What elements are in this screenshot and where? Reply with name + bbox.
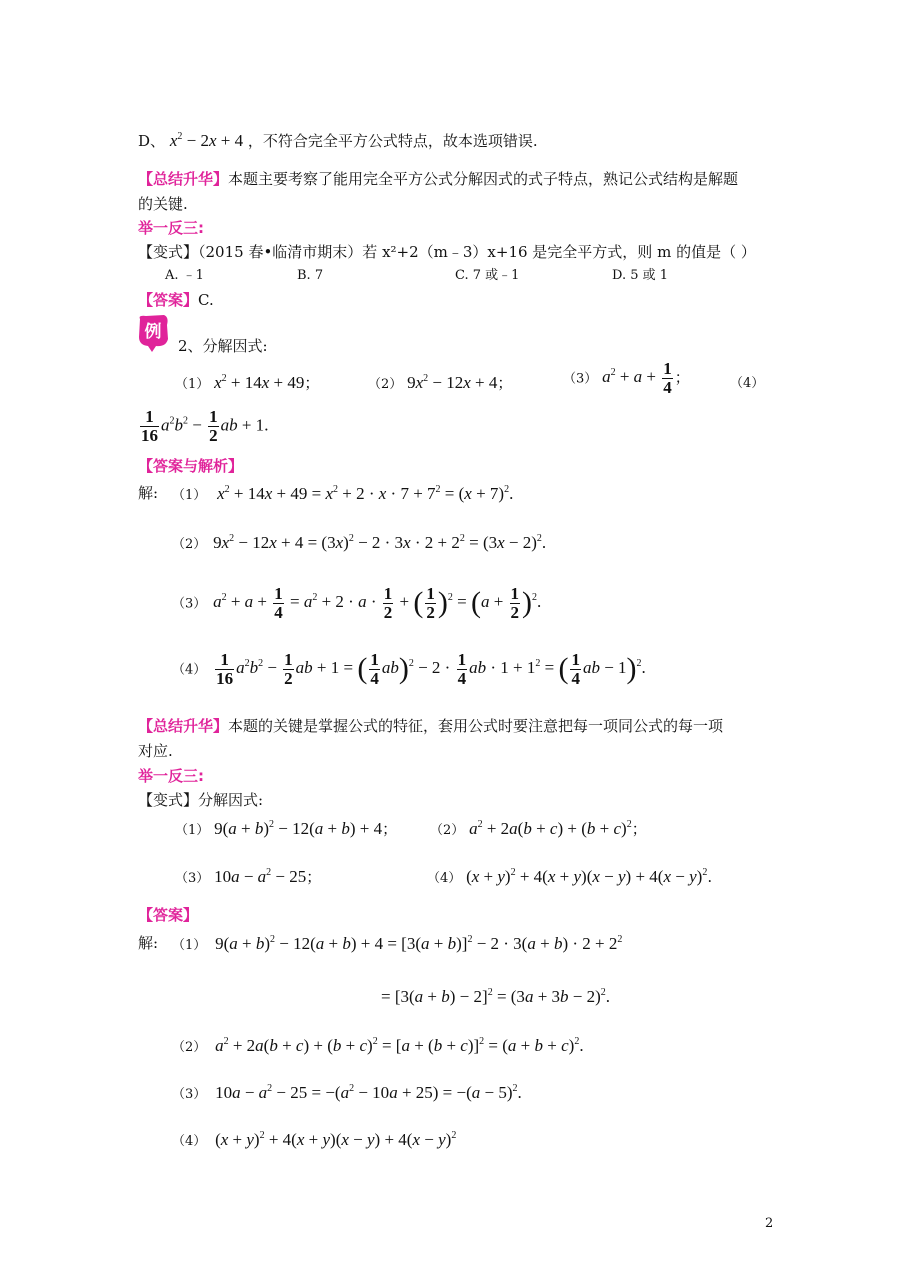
step-num: （2） — [172, 537, 207, 552]
item-num: （4） — [730, 376, 765, 391]
variant-2-item-2 — [430, 819, 647, 839]
option-d-math: $x^2 - 2x + 4$ — [169, 131, 244, 150]
math-expr: $x^2 + 14x + 49$ — [214, 373, 305, 392]
analysis-jie: 解: — [138, 484, 159, 502]
analysis-heading: 【答案与解析】 — [138, 457, 244, 475]
example-item-1 — [175, 373, 319, 393]
option-a: A. ﹣1 — [165, 268, 204, 283]
option-d-line — [138, 131, 538, 151]
math-expr: $(x + y)^2 + 4(x + y)(x - y) + 4(x - y)^2$ — [215, 1130, 457, 1149]
option-b: B. 7 — [297, 268, 324, 283]
example-item-4: $\frac{1}{16}$ $a^2b^2$ − $\frac{1}{2}$ ab + 1. — [141, 407, 269, 445]
summary-tag: 【总结升华】 — [138, 717, 229, 735]
summary-2-line2: 对应. — [138, 742, 173, 760]
answer-2-step-1-cont — [381, 987, 610, 1007]
svg-text:例: 例 — [144, 322, 162, 342]
sep: ； — [304, 374, 320, 392]
juyi-heading-1: 举一反三: — [138, 219, 204, 237]
math-expr: $9x^2 - 12x + 4 = (3x)^2 - 2 \cdot 3x \cdot 2 + 2^2 = (3x - 2)^2$. — [213, 533, 547, 552]
answer-2-jie: 解: — [138, 934, 159, 952]
step-num: （3） — [172, 596, 207, 612]
math-expr: $(x + y)^2 + 4(x + y)(x - y) + 4(x - y)^2$ — [466, 867, 708, 886]
math-expr: $10a - a^2 - 25 = -(a^2 - 10a + 25) = -(a - 5)^2$. — [215, 1083, 522, 1102]
juyi-heading-2: 举一反三: — [138, 767, 204, 785]
item-num: （3） — [563, 371, 598, 387]
option-d-text: ，不符合完全平方公式特点，故本选项错误. — [247, 132, 538, 150]
math-expr: $9x^2 - 12x + 4$ — [407, 373, 498, 392]
sep: ； — [306, 868, 322, 886]
answer-2-step-1 — [172, 934, 622, 954]
math-expr: $a^2 + 2a(b + c) + (b + c)^2 = [a + (b + c)]^2 = (a + b + c)^2$. — [215, 1036, 584, 1055]
variant-1-question — [138, 243, 756, 261]
math-expr: $a^2 + 2a(b + c) + (b + c)^2$ — [469, 819, 632, 838]
summary-text: 本题的关键是掌握公式的特征，套用公式时要注意把每一项同公式的每一项 — [228, 717, 724, 735]
step-num: （4） — [172, 662, 207, 678]
analysis-step-2 — [172, 533, 546, 553]
math-expr: $a^2 + a$ + $\frac{1}{4}$ = $a^2 + 2 \cdot a$ · $\frac{1}{2}$ + ( $\frac{1}{2}$ )$^2$ = (a + $\frac{1}{2}$ )$^2$. — [213, 584, 542, 622]
answer-2-heading: 【答案】 — [138, 906, 199, 924]
variant-2-item-4 — [427, 867, 712, 887]
variant-text: （2015 春•临清市期末）若 x²+2（m﹣3）x+16 是完全平方式，则 m 的值是（ ） — [198, 243, 756, 261]
option-d: D. 5 或 1 — [612, 268, 669, 283]
sep: ； — [631, 820, 647, 838]
example-item-2 — [368, 373, 512, 393]
example-title: 2、分解因式: — [178, 337, 268, 355]
step-num: （4） — [172, 1134, 207, 1149]
sep: . — [264, 415, 269, 435]
item-num: （2） — [430, 823, 465, 838]
example-badge-icon — [136, 313, 170, 353]
sep: ； — [674, 368, 690, 387]
summary-text: 本题主要考察了能用完全平方公式分解因式的式子特点，熟记公式结构是解题 — [228, 170, 739, 188]
item-num: （3） — [175, 871, 210, 886]
math-expr: $a^2 + a$ + $\frac{1}{4}$ — [602, 359, 672, 397]
item-num: （1） — [175, 377, 210, 392]
step-num: （2） — [172, 1040, 207, 1055]
option-c: C. 7 或﹣1 — [455, 268, 520, 283]
variant-tag: 【变式】 — [138, 243, 199, 261]
example-item-3 — [563, 360, 690, 397]
answer-1 — [138, 291, 214, 309]
item-num: （4） — [427, 871, 462, 886]
analysis-step-4 — [172, 651, 646, 688]
variant-2-item-1 — [175, 819, 397, 839]
answer-2-step-4 — [172, 1130, 456, 1150]
sep: ； — [497, 374, 513, 392]
math-expr: $\frac{1}{16}$ $a^2b^2$ − $\frac{1}{2}$ ab + 1 = ( $\frac{1}{4}$ ab)$^2$ − 2 · $\frac{1}{4}$ ab · $1 + 1^2$ = ( $\frac{1}{4}$ ab − 1)$^2$. — [216, 650, 646, 688]
math-expr: = $[3(a + b) - 2]^2 = (3a + 3b - 2)^2$. — [381, 987, 611, 1006]
math-expr: $9(a + b)^2 - 12(a + b) + 4$ — [214, 819, 383, 838]
item-num: （2） — [368, 377, 403, 392]
sep: ； — [382, 820, 398, 838]
math-expr: $10a - a^2 - 25$ — [214, 867, 307, 886]
summary-1-line2: 的关键. — [138, 195, 188, 213]
variant-text: 分解因式: — [198, 791, 264, 809]
step-num: （3） — [172, 1087, 207, 1102]
answer-tag: 【答案】 — [138, 291, 199, 309]
step-num: （1） — [172, 488, 207, 503]
answer-2-step-3 — [172, 1083, 522, 1103]
analysis-step-1 — [172, 484, 513, 504]
example-item-4-label — [730, 373, 764, 392]
sep: . — [707, 868, 713, 886]
summary-2-line1 — [138, 717, 723, 735]
variant-2-question — [138, 791, 263, 809]
option-label: D、 — [138, 132, 166, 150]
item-num: （1） — [175, 823, 210, 838]
answer-2-step-2 — [172, 1036, 584, 1056]
analysis-step-3 — [172, 585, 541, 622]
math-expr: $x^2 + 14x + 49 = x^2 + 2 \cdot x \cdot 7 + 7^2 = (x + 7)^2$. — [217, 484, 514, 503]
summary-1-line1 — [138, 170, 738, 188]
variant-2-item-3 — [175, 867, 321, 887]
page-number: 2 — [765, 1216, 774, 1231]
step-num: （1） — [172, 938, 207, 953]
math-expr: $9(a + b)^2 - 12(a + b) + 4 = [3(a + b)]^2 - 2 \cdot 3(a + b) \cdot 2 + 2^2$ — [215, 934, 623, 953]
answer-value: C. — [198, 291, 214, 309]
variant-tag: 【变式】 — [138, 791, 199, 809]
summary-tag: 【总结升华】 — [138, 170, 229, 188]
